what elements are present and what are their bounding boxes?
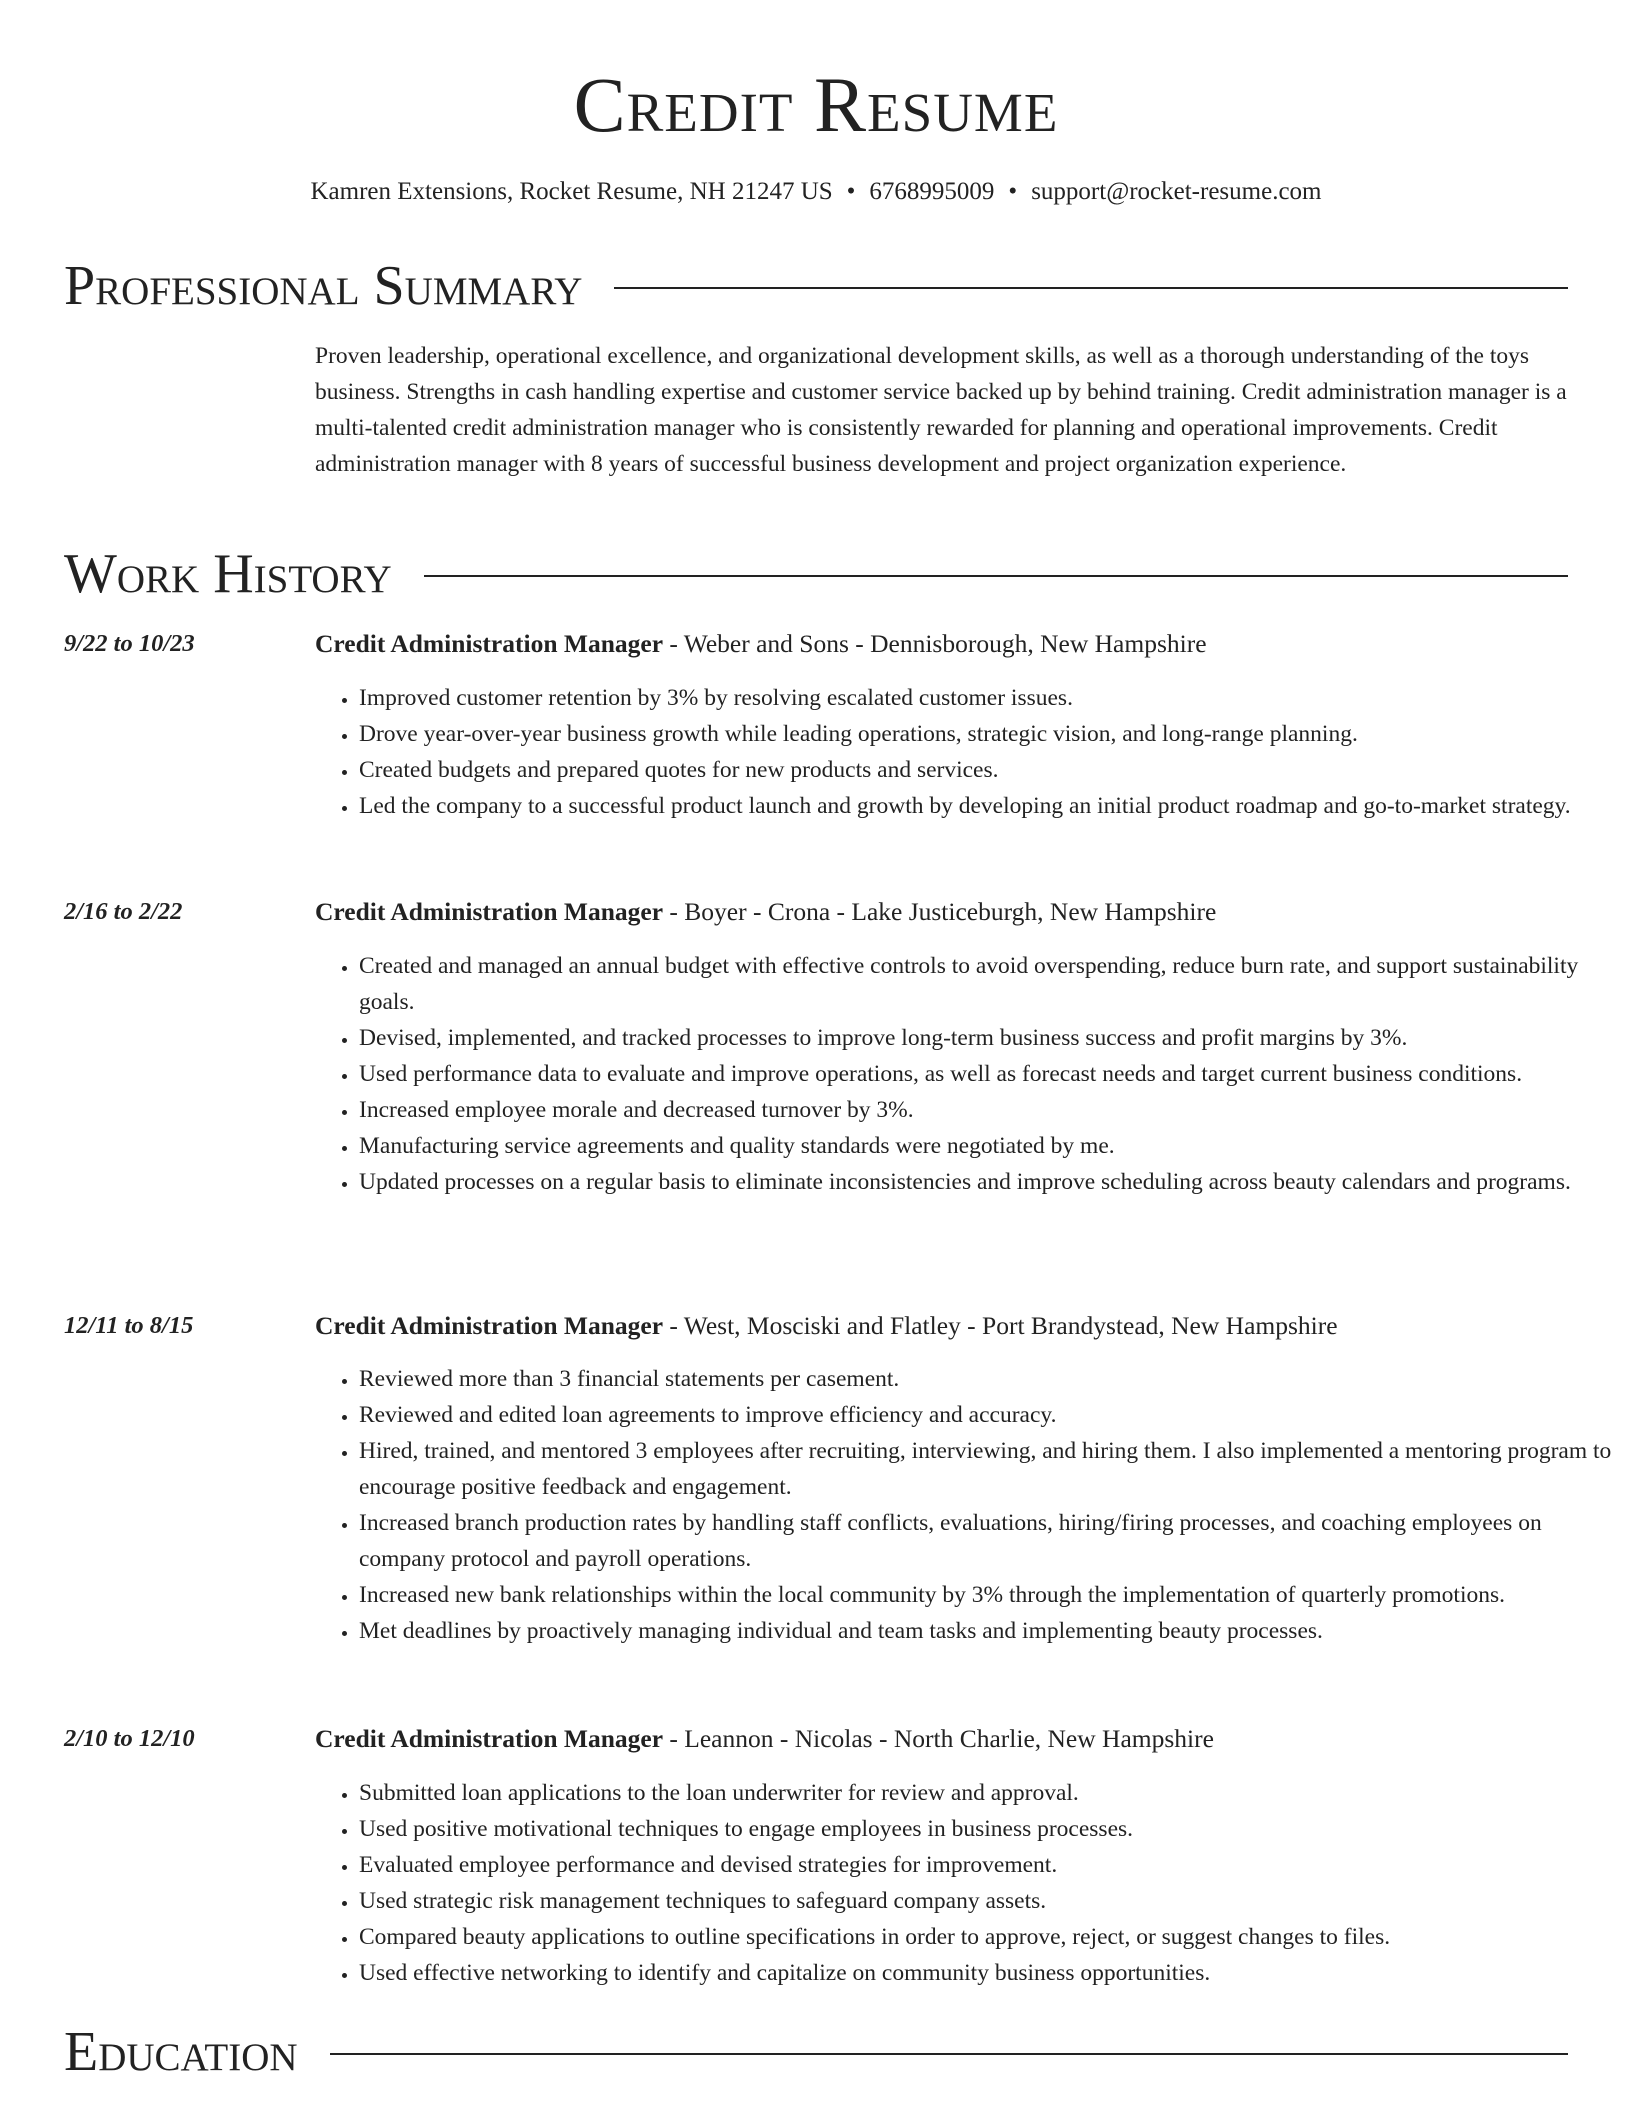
section-title: Work History bbox=[64, 543, 392, 605]
contact-separator: • bbox=[846, 178, 856, 205]
job-role: Credit Administration Manager bbox=[315, 1311, 664, 1340]
list-item: • Met deadlines by proactively managing individual and team tasks and implementing beauty processes. bbox=[359, 1613, 1612, 1649]
job-heading bbox=[315, 894, 1568, 930]
job-bullets bbox=[315, 948, 1612, 1200]
section-title: Education bbox=[64, 2021, 298, 2083]
list-item: • Created budgets and prepared quotes for new products and services. bbox=[359, 752, 1612, 788]
job-details: - West, Mosciski and Flatley - Port Brandystead, New Hampshire bbox=[663, 1311, 1338, 1340]
contact-separator: • bbox=[1008, 178, 1018, 205]
list-item: • Evaluated employee performance and devised strategies for improvement. bbox=[359, 1847, 1612, 1883]
job-heading bbox=[315, 1308, 1568, 1344]
contact-email: support@rocket-resume.com bbox=[1031, 178, 1322, 205]
job-date: 2/10 to 12/10 bbox=[64, 1725, 195, 1752]
section-divider bbox=[424, 575, 1568, 577]
section-work-history bbox=[64, 542, 1568, 606]
contact-phone: 6768995009 bbox=[869, 178, 995, 205]
job-bullets bbox=[315, 680, 1612, 824]
job-heading bbox=[315, 1721, 1568, 1757]
job-role: Credit Administration Manager bbox=[315, 1724, 664, 1753]
list-item: • Increased branch production rates by handling staff conflicts, evaluations, hiring/firing processes, and coaching employees on company protocol and payroll operations. bbox=[359, 1505, 1612, 1577]
list-item: • Led the company to a successful product launch and growth by developing an initial product roadmap and go-to-market strategy. bbox=[359, 788, 1612, 824]
job-bullets bbox=[315, 1775, 1612, 1991]
job-date: 2/16 to 2/22 bbox=[64, 898, 183, 925]
list-item: • Reviewed more than 3 financial statements per casement. bbox=[359, 1361, 1612, 1397]
job-role: Credit Administration Manager bbox=[315, 897, 664, 926]
list-item: • Drove year-over-year business growth while leading operations, strategic vision, and long-range planning. bbox=[359, 716, 1612, 752]
contact-line bbox=[0, 175, 1632, 209]
list-item: • Improved customer retention by 3% by resolving escalated customer issues. bbox=[359, 680, 1612, 716]
resume-title: Credit Resume bbox=[573, 61, 1059, 148]
job-details: - Boyer - Crona - Lake Justiceburgh, New Hampshire bbox=[663, 897, 1217, 926]
job-heading bbox=[315, 626, 1568, 662]
list-item: • Used strategic risk management techniques to safeguard company assets. bbox=[359, 1883, 1612, 1919]
list-item: • Used performance data to evaluate and improve operations, as well as forecast needs and target current business conditions. bbox=[359, 1056, 1612, 1092]
section-professional-summary bbox=[64, 254, 1568, 318]
list-item: • Increased employee morale and decreased turnover by 3%. bbox=[359, 1092, 1612, 1128]
summary-text: Proven leadership, operational excellence, and organizational development skills, as well as a thorough understanding of the toys business. Strengths in cash handling expertise and customer service backed up by behind training. Credit administration manager is a multi-talented credit administration manager who is consistently rewarded for planning and operational improvements. Credit administration manager with 8 years of successful business development and project organization experience. bbox=[315, 343, 1567, 477]
list-item: • Submitted loan applications to the loan underwriter for review and approval. bbox=[359, 1775, 1612, 1811]
section-title: Professional Summary bbox=[64, 255, 583, 317]
job-role: Credit Administration Manager bbox=[315, 629, 664, 658]
list-item: • Compared beauty applications to outline specifications in order to approve, reject, or suggest changes to files. bbox=[359, 1919, 1612, 1955]
list-item: • Manufacturing service agreements and quality standards were negotiated by me. bbox=[359, 1128, 1612, 1164]
list-item: • Hired, trained, and mentored 3 employees after recruiting, interviewing, and hiring them. I also implemented a mentoring program to encourage positive feedback and engagement. bbox=[359, 1433, 1612, 1505]
job-date: 9/22 to 10/23 bbox=[64, 630, 195, 657]
list-item: • Used effective networking to identify and capitalize on community business opportunities. bbox=[359, 1955, 1612, 1991]
section-divider bbox=[330, 2053, 1568, 2055]
job-bullets bbox=[315, 1361, 1612, 1649]
list-item: • Reviewed and edited loan agreements to improve efficiency and accuracy. bbox=[359, 1397, 1612, 1433]
job-details: - Weber and Sons - Dennisborough, New Hampshire bbox=[663, 629, 1207, 658]
list-item: • Increased new bank relationships within the local community by 3% through the implementation of quarterly promotions. bbox=[359, 1577, 1612, 1613]
job-date: 12/11 to 8/15 bbox=[64, 1312, 194, 1339]
section-education bbox=[64, 2020, 1568, 2084]
section-divider bbox=[614, 287, 1568, 289]
list-item: • Used positive motivational techniques to engage employees in business processes. bbox=[359, 1811, 1612, 1847]
contact-address: Kamren Extensions, Rocket Resume, NH 21247 US bbox=[310, 178, 833, 205]
list-item: • Devised, implemented, and tracked processes to improve long-term business success and profit margins by 3%. bbox=[359, 1020, 1612, 1056]
job-details: - Leannon - Nicolas - North Charlie, New Hampshire bbox=[663, 1724, 1214, 1753]
list-item: • Created and managed an annual budget with effective controls to avoid overspending, reduce burn rate, and support sustainability goals. bbox=[359, 948, 1612, 1020]
list-item: • Updated processes on a regular basis to eliminate inconsistencies and improve scheduling across beauty calendars and programs. bbox=[359, 1164, 1612, 1200]
